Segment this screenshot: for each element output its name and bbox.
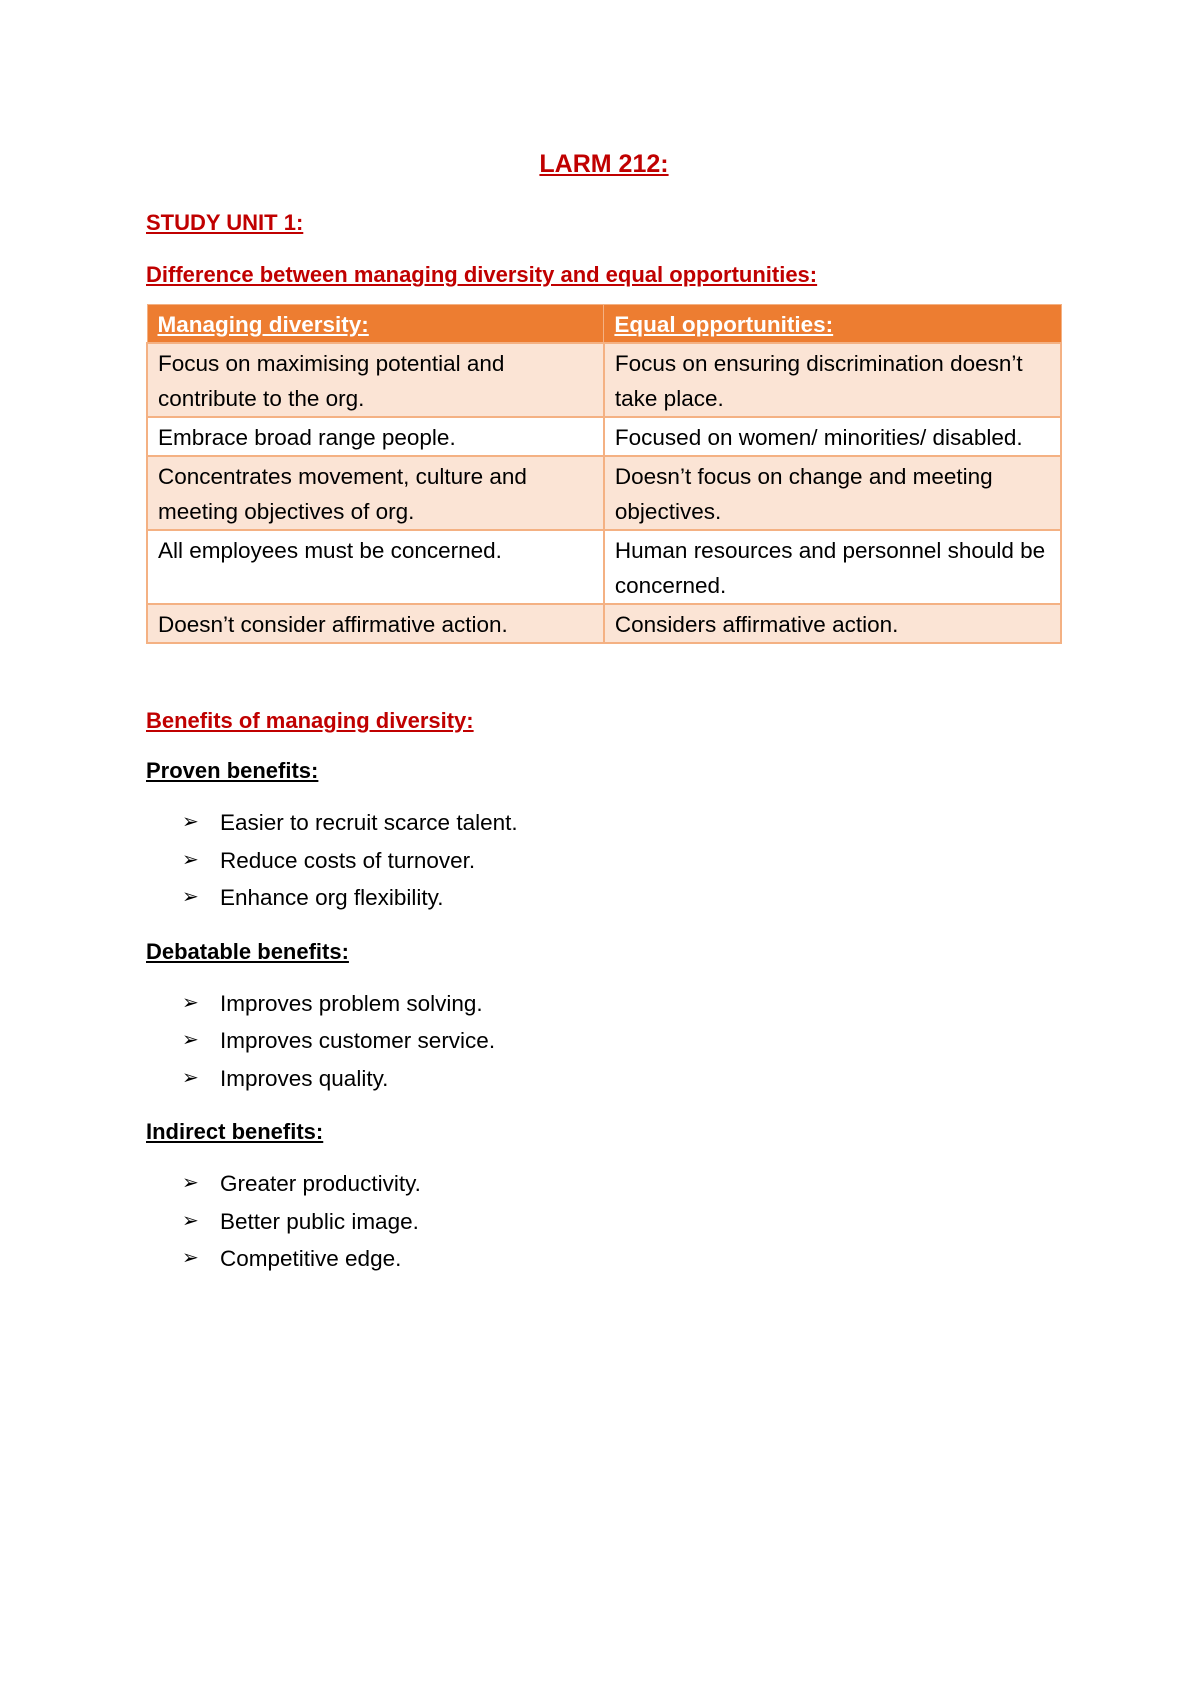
- table-cell: Considers affirmative action.: [604, 604, 1061, 643]
- arrow-bullet-icon: ➢: [182, 1172, 199, 1194]
- table-row: [147, 343, 1061, 417]
- list-item: ➢ Reduce costs of turnover.: [182, 842, 1062, 880]
- arrow-bullet-icon: ➢: [182, 1029, 199, 1051]
- list-item: ➢ Better public image.: [182, 1203, 1062, 1241]
- list-item: ➢ Improves quality.: [182, 1060, 1062, 1098]
- table-cell: Doesn’t consider affirmative action.: [147, 604, 604, 643]
- indirect-benefits-list: [146, 1165, 1062, 1278]
- table-cell: Doesn’t focus on change and meeting objectives.: [604, 456, 1061, 530]
- debatable-benefits-list: [146, 985, 1062, 1098]
- list-item: ➢ Improves customer service.: [182, 1022, 1062, 1060]
- column-header-managing-diversity: Managing diversity:: [147, 305, 604, 344]
- benefits-heading: Benefits of managing diversity:: [146, 708, 474, 733]
- list-item: ➢ Competitive edge.: [182, 1240, 1062, 1278]
- comparison-table: [146, 304, 1062, 644]
- document-page: [146, 148, 1062, 1298]
- table-cell: Focus on ensuring discrimination doesn’t take place.: [604, 343, 1061, 417]
- table-cell: Human resources and personnel should be concerned.: [604, 530, 1061, 604]
- table-header-row: [147, 305, 1061, 344]
- table-cell: All employees must be concerned.: [147, 530, 604, 604]
- table-row: [147, 456, 1061, 530]
- table-row: [147, 530, 1061, 604]
- debatable-benefits-heading: Debatable benefits:: [146, 938, 349, 964]
- table-row: [147, 604, 1061, 643]
- proven-benefits-heading: Proven benefits:: [146, 758, 319, 783]
- arrow-bullet-icon: ➢: [182, 1066, 199, 1089]
- difference-heading: Difference between managing diversity and equal opportunities:: [146, 262, 818, 287]
- study-unit-heading: STUDY UNIT 1:: [146, 210, 304, 235]
- table-cell: Focus on maximising potential and contribute to the org.: [147, 343, 604, 417]
- arrow-bullet-icon: ➢: [182, 1209, 199, 1232]
- list-item: ➢ Enhance org flexibility.: [182, 879, 1062, 917]
- table-cell: Embrace broad range people.: [147, 417, 604, 456]
- document-title: LARM 212:: [539, 150, 669, 178]
- arrow-bullet-icon: ➢: [182, 848, 199, 871]
- list-item: ➢ Improves problem solving.: [182, 985, 1062, 1023]
- arrow-bullet-icon: ➢: [182, 811, 199, 833]
- list-item: ➢ Easier to recruit scarce talent.: [182, 804, 1062, 842]
- table-row: [147, 417, 1061, 456]
- arrow-bullet-icon: ➢: [182, 991, 199, 1014]
- table-cell: Concentrates movement, culture and meeting objectives of org.: [147, 456, 604, 530]
- column-header-equal-opportunities: Equal opportunities:: [604, 305, 1061, 344]
- indirect-benefits-heading: Indirect benefits:: [146, 1119, 324, 1144]
- proven-benefits-list: [146, 804, 1062, 917]
- arrow-bullet-icon: ➢: [182, 886, 199, 908]
- table-cell: Focused on women/ minorities/ disabled.: [604, 417, 1061, 456]
- arrow-bullet-icon: ➢: [182, 1247, 199, 1269]
- list-item: ➢ Greater productivity.: [182, 1165, 1062, 1203]
